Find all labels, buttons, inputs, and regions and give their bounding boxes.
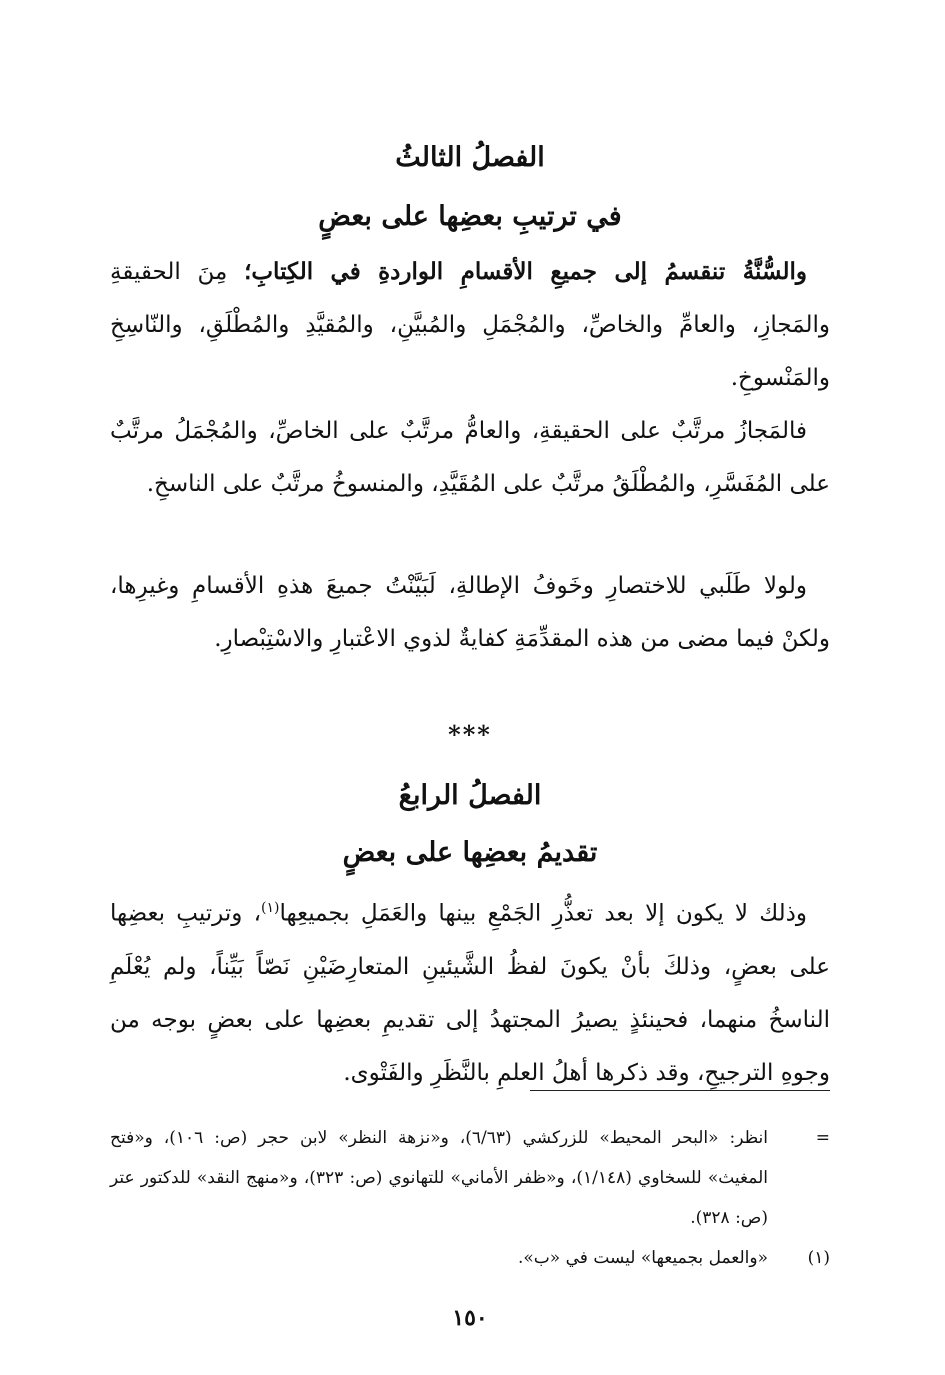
- footnote-number: (١): [807, 1248, 830, 1268]
- footnote-divider: [530, 1090, 830, 1091]
- paragraph-text: وذلك لا يكون إلا بعد تعذُّرِ الجَمْعِ بينها والعَمَلِ بجميعِها: [279, 900, 807, 927]
- continuation-marker: =: [815, 1128, 830, 1148]
- chapter-3-title: الفصلُ الثالثُ: [395, 142, 545, 173]
- chapter-3-subtitle: في ترتيبِ بعضِها على بعضٍ: [318, 201, 622, 232]
- chapter-4-paragraph-1: [110, 882, 830, 1100]
- section-separator: ***: [448, 720, 492, 749]
- page-number: ١٥٠: [452, 1305, 488, 1331]
- footnotes: [110, 1118, 830, 1278]
- footnote-reference[interactable]: (١): [261, 900, 280, 916]
- paragraph-text: ولولا طَلَبي للاختصارِ وخَوفُ الإطالةِ، لَبَيَّنْتُ جميعَ هذهِ الأقسامِ وغيرِها، ولكنْ فيما مضى من هذه المقدِّمَةِ كفايةٌ لذوي الاعْتبارِ والاسْتِبْصارِ.: [110, 573, 830, 652]
- chapter-4-subtitle: تقديمُ بعضِها على بعضٍ: [342, 837, 598, 868]
- paragraph-text: فالمَجازُ مرتَّبٌ على الحقيقةِ، والعامُّ مرتَّبٌ على الخاصِّ، والمُجْمَلُ مرتَّبٌ على المُفَسَّرِ، والمُطْلَقُ مرتَّبٌ على المُقَيَّدِ، والمنسوخُ مرتَّبٌ على الناسخِ.: [110, 418, 830, 497]
- chapter-3-paragraph-2: [110, 405, 830, 511]
- footnote-text: انظر: «البحر المحيط» للزركشي (٦/٦٣)، و«نزهة النظر» لابن حجر (ص: ١٠٦)، و«فتح المغيث» للسخاوي (١/١٤٨)، و«ظفر الأماني» للتهانوي (ص: ٣٢٣)، و«منهج النقد» للدكتور عتر (ص: ٣٢٨).: [110, 1128, 768, 1228]
- book-page: [110, 0, 830, 1375]
- paragraph-text: مِنَ الحقيقةِ والمَجازِ، والعامِّ والخاصِّ، والمُجْمَلِ والمُبيَّنِ، والمُقيَّدِ والمُطْلَقِ، والنّاسِخِ والمَنْسوخِ.: [110, 259, 830, 391]
- chapter-3-paragraph-3: [110, 560, 830, 666]
- footnote-continued: [110, 1118, 830, 1238]
- paragraph-lead: والسُّنَّةُ تنقسمُ إلى جميعِ الأقسامِ الواردةِ في الكِتابِ؛: [244, 258, 807, 285]
- chapter-3-paragraph-1: [110, 245, 830, 405]
- paragraph-text: ، وترتيبِ بعضِها على بعضٍ، وذلكَ بأنْ يكونَ لفظُ الشَّيئينِ المتعارِضَيْنِ نَصّاً بَيِّناً، ولم يُعْلَمِ الناسخُ منهما، فحينئذٍ يصيرُ المجتهدُ إلى تقديمِ بعضِها على بعضٍ بوجه من وجوهِ الترجيحِ، وقد ذكرها أهلُ العلمِ بالنَّظَرِ والفَتْوى.: [110, 900, 830, 1086]
- chapter-4-title: الفصلُ الرابعُ: [398, 780, 542, 811]
- footnote-1: [110, 1238, 830, 1278]
- footnote-text: «والعمل بجميعها» ليست في «ب».: [518, 1248, 768, 1268]
